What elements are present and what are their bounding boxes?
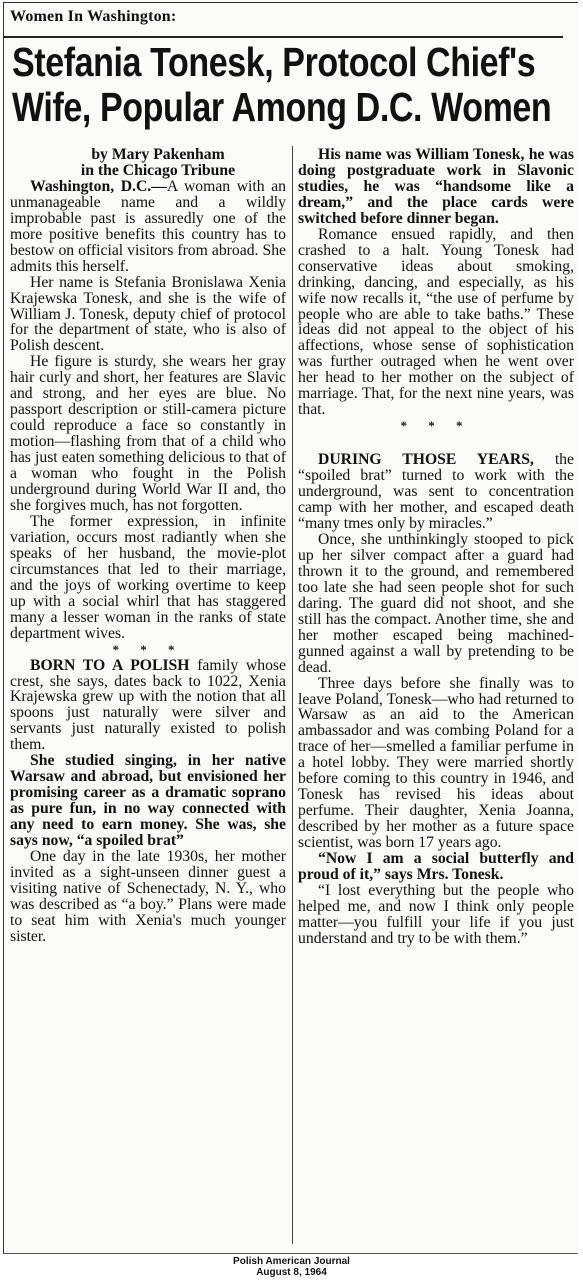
section-kicker: Women In Washington: bbox=[10, 8, 177, 25]
headline bbox=[12, 39, 552, 130]
article-column-right bbox=[298, 147, 574, 947]
section-break-stars: * * * bbox=[112, 641, 184, 657]
paragraph: Three days before she finally was to leave Poland, Tonesk—who had returned to Warsaw as an aid to the American ambassador and was combing Poland for a trace of her—smelled a familiar perfume in a hotel lobby. They were married shortly before coming to this country in 1946, and Tonesk has revised his ideas about perfume. Their daughter, Xenia Joanna, described by her mother as a future space scientist, was born 17 years ago. bbox=[298, 674, 574, 852]
column-gap bbox=[298, 434, 574, 452]
paragraph: He figure is sturdy, she wears her gray hair curly and short, her features are Slavic and strong, and her eyes are blue. No passport description or still-camera picture could reproduce a face so constantly in motion—flashing from that of a child who has just eaten something delicious to that of a woman who fought in the Polish underground during World War II and, tho she forgives much, has not forgotten. bbox=[10, 353, 286, 514]
headline-line-2: Wife, Popular Among D.C. Women bbox=[12, 84, 552, 130]
paragraph: Her name is Stefania Bronislawa Xenia Krajewska Tonesk, and she is the wife of William J. Tonesk, deputy chief of protocol for the department of state, who is also of Polish descent. bbox=[10, 273, 286, 355]
byline-author: by Mary Pakenham bbox=[91, 146, 225, 163]
section-lead-in: DURING THOSE YEARS, bbox=[318, 451, 534, 469]
paragraph: One day in the late 1930s, her mother invited as a sight-unseen dinner guest a visiting native of Schenectady, N. Y., who was described as “a boy.” Plans were made to seat him with Xenia's much younger sister. bbox=[10, 847, 286, 945]
paragraph-text: A woman with an unmanageable name and a wildly improbable past is assuredly one of the more positive benefits this country has to bestow on official visitors from abroad. She admits this herself. bbox=[10, 177, 287, 275]
source-date: August 8, 1964 bbox=[256, 1267, 327, 1278]
section-break-stars: * * * bbox=[400, 418, 472, 434]
paragraph bbox=[298, 452, 574, 532]
source-publication: Polish American Journal bbox=[233, 1256, 350, 1267]
paragraph bbox=[10, 179, 286, 275]
paragraph-bold: His name was William Tonesk, he was doing postgraduate work in Slavonic studies, he was “handsome like a dream,” and the place cards were switched before dinner began. bbox=[298, 146, 574, 227]
headline-line-1: Stefania Tonesk, Protocol Chief's bbox=[12, 39, 536, 85]
kicker-rule bbox=[3, 36, 563, 38]
paragraph-text: the “spoiled brat” turned to work with the underground, was sent to concentration camp with her mother, and escaped death “many tmes only by miracles.” bbox=[298, 451, 574, 533]
paragraph: “I lost everything but the people who helped me, and now I think only people matter—you fulfill your life if you just understand and try to be with them.” bbox=[298, 881, 574, 947]
paragraph-bold: “Now I am a social butterfly and proud of it,” says Mrs. Tonesk. bbox=[298, 850, 574, 883]
paragraph: Romance ensued rapidly, and then crashed to a halt. Young Tonesk had conservative ideas about smoking, drinking, dancing, and especially, as his wife now recalls it, “the use of perfume by people who are able to take baths.” These ideas did not appeal to the object of his affections, whose sense of sophistication was further outraged when he went over her head to her mother on the subject of marriage. That, for the next nine years, was that. bbox=[298, 225, 574, 419]
byline-outlet: in the Chicago Tribune bbox=[80, 161, 236, 179]
paragraph: The former expression, in infinite variation, occurs most radiantly when she speaks of her husband, the movie-plot circumstances that led to their marriage, and the joys of working overtime to keep up with a social whirl that has staggered many a lesser woman in the ranks of state department wives. bbox=[10, 512, 286, 642]
column-divider bbox=[292, 146, 293, 1244]
dateline: Washington, D.C.— bbox=[30, 177, 167, 195]
paragraph-text: family whose crest, she says, dates back to 1022, Xenia Krajewska grew up with the notion that all spoons just naturally were silver and servants just naturally existed to polish them. bbox=[10, 656, 286, 754]
source-caption bbox=[0, 1256, 583, 1278]
paragraph-bold: She studied singing, in her native Warsaw and abroad, but envisioned her promising career as a dramatic soprano as pure fun, in no way connected with any need to earn money. She was, she says now, “a spoiled brat” bbox=[10, 752, 286, 850]
section-lead-in: BORN TO A POLISH bbox=[30, 656, 190, 674]
article-column-left bbox=[10, 147, 286, 945]
paragraph: Once, she unthinkingly stooped to pick up her silver compact after a guard had thrown it to the ground, and remembered too late she had seen people shot for such daring. The guard did not shoot, and she still has the compact. Another time, she and her mother escaped being machined-gunned against a wall by pretending to be dead. bbox=[298, 530, 574, 676]
paragraph bbox=[10, 658, 286, 754]
